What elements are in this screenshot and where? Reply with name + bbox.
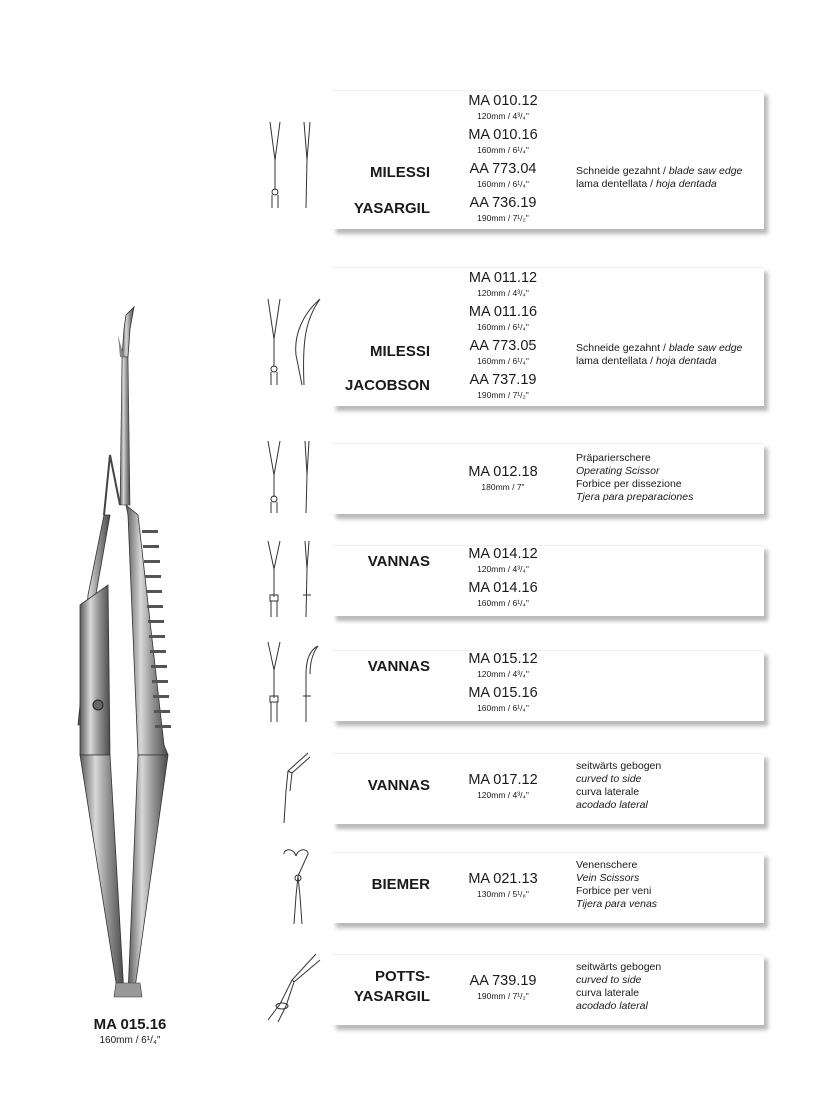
product-size: 120mm / 4³/₄" <box>477 669 529 679</box>
product-size: 160mm / 6¹/₄" <box>477 703 529 713</box>
product-info-card <box>332 650 764 721</box>
product-name: MILESSI <box>369 164 430 181</box>
vannas-straight-thumbnail <box>258 539 328 619</box>
product-size: 160mm / 6¹/₄" <box>477 145 529 155</box>
desc-es: hoja dentada <box>655 178 717 190</box>
product-name: YASARGIL <box>353 988 430 1005</box>
product-name: YASARGIL <box>353 200 430 217</box>
product-codes <box>444 464 562 498</box>
desc-de: Präparierschere <box>576 452 651 464</box>
desc-it: Forbice per veni <box>576 885 652 897</box>
product-size: 160mm / 6¹/₄" <box>477 322 529 332</box>
product-info-card <box>332 852 764 923</box>
product-code: AA 736.19 <box>469 195 537 211</box>
desc-it: lama dentellata / <box>576 178 656 190</box>
product-description <box>576 165 742 191</box>
desc-es: Tijera para venas <box>576 898 658 910</box>
desc-it: curva laterale <box>576 987 640 999</box>
product-info-card <box>332 90 764 229</box>
product-row-milessi-yasargil <box>0 90 826 232</box>
product-description <box>576 859 657 911</box>
product-codes <box>444 546 562 614</box>
product-code: MA 015.12 <box>468 651 538 667</box>
vannas-curved-thumbnail <box>258 640 328 724</box>
product-name: VANNAS <box>367 553 430 570</box>
desc-es: Tjera para preparaciones <box>576 491 694 503</box>
product-size: 120mm / 4³/₄" <box>477 288 529 298</box>
product-description <box>576 760 661 812</box>
product-name: MILESSI <box>369 343 430 360</box>
product-description <box>576 452 693 504</box>
product-info-card <box>332 267 764 406</box>
product-code: AA 737.19 <box>469 372 537 388</box>
desc-en: curved to side <box>576 773 642 785</box>
desc-en: blade saw edge <box>668 165 743 177</box>
product-size: 120mm / 4³/₄" <box>477 790 529 800</box>
product-info-card <box>332 443 764 514</box>
product-size: 160mm / 6¹/₄" <box>477 598 529 608</box>
desc-it: lama dentellata / <box>576 355 656 367</box>
desc-en: Vein Scissors <box>576 872 640 884</box>
product-codes <box>444 270 562 406</box>
product-row-operating-scissor <box>0 443 826 519</box>
desc-de: Schneide gezahnt / <box>576 165 669 177</box>
product-size: 120mm / 4³/₄" <box>477 564 529 574</box>
product-info-card <box>332 954 764 1025</box>
product-code: MA 015.16 <box>468 685 538 701</box>
product-name: BIEMER <box>371 876 430 893</box>
product-row-vannas-side-curved <box>0 753 826 829</box>
main-instrument-code: MA 015.16 <box>93 1016 167 1033</box>
product-codes <box>444 772 562 806</box>
product-code: MA 014.12 <box>468 546 538 562</box>
desc-en: blade saw edge <box>668 342 743 354</box>
straight-scissors-thumbnail <box>258 120 328 210</box>
desc-de: seitwärts gebogen <box>576 760 662 772</box>
product-code: AA 773.04 <box>469 161 537 177</box>
main-instrument-size: 160mm / 6¹/₄" <box>99 1035 161 1046</box>
product-size: 160mm / 6¹/₄" <box>477 356 529 366</box>
product-size: 160mm / 6¹/₄" <box>477 179 529 189</box>
product-row-potts-yasargil <box>0 954 826 1030</box>
curved-scissors-thumbnail <box>258 295 328 387</box>
desc-es: hoja dentada <box>655 355 717 367</box>
desc-de: seitwärts gebogen <box>576 961 662 973</box>
product-row-vannas-curved <box>0 650 826 726</box>
product-name: JACOBSON <box>344 377 430 394</box>
product-name: VANNAS <box>367 658 430 675</box>
product-description <box>576 342 742 368</box>
desc-en: Operating Scissor <box>576 465 660 477</box>
product-code: AA 773.05 <box>469 338 537 354</box>
product-codes <box>444 871 562 905</box>
product-code: MA 011.16 <box>468 304 538 320</box>
product-code: MA 014.16 <box>468 580 538 596</box>
product-size: 190mm / 7¹/₂" <box>477 991 529 1001</box>
product-row-vannas-straight <box>0 545 826 621</box>
desc-it: curva laterale <box>576 786 640 798</box>
desc-es: acodado lateral <box>576 799 648 811</box>
side-curved-scissors-thumbnail <box>258 751 328 825</box>
product-name: POTTS- <box>375 968 430 985</box>
product-code: MA 010.12 <box>468 93 538 109</box>
product-name: VANNAS <box>367 777 430 794</box>
vein-scissors-thumbnail <box>258 846 328 926</box>
product-info-card <box>332 753 764 824</box>
product-code: MA 017.12 <box>468 772 538 788</box>
product-size: 190mm / 7¹/₂" <box>477 390 529 400</box>
product-size: 190mm / 7¹/₂" <box>477 213 529 223</box>
straight-scissors-thumbnail <box>258 439 328 515</box>
product-info-card <box>332 545 764 616</box>
product-size: 180mm / 7" <box>481 482 525 492</box>
potts-scissors-thumbnail <box>258 950 328 1024</box>
product-size: 130mm / 5¹/₈" <box>477 889 529 899</box>
desc-de: Venenschere <box>576 859 638 871</box>
product-row-biemer <box>0 852 826 928</box>
product-code: MA 011.12 <box>468 270 538 286</box>
product-description <box>576 961 661 1013</box>
product-codes <box>444 93 562 229</box>
product-size: 120mm / 4³/₄" <box>477 111 529 121</box>
product-codes <box>444 973 562 1007</box>
product-code: MA 010.16 <box>468 127 538 143</box>
desc-en: curved to side <box>576 974 642 986</box>
desc-es: acodado lateral <box>576 1000 648 1012</box>
product-code: MA 021.13 <box>468 871 538 887</box>
desc-it: Forbice per dissezione <box>576 478 682 490</box>
product-code: AA 739.19 <box>469 973 537 989</box>
product-codes <box>444 651 562 719</box>
product-row-milessi-jacobson <box>0 267 826 409</box>
desc-de: Schneide gezahnt / <box>576 342 669 354</box>
product-code: MA 012.18 <box>468 464 538 480</box>
